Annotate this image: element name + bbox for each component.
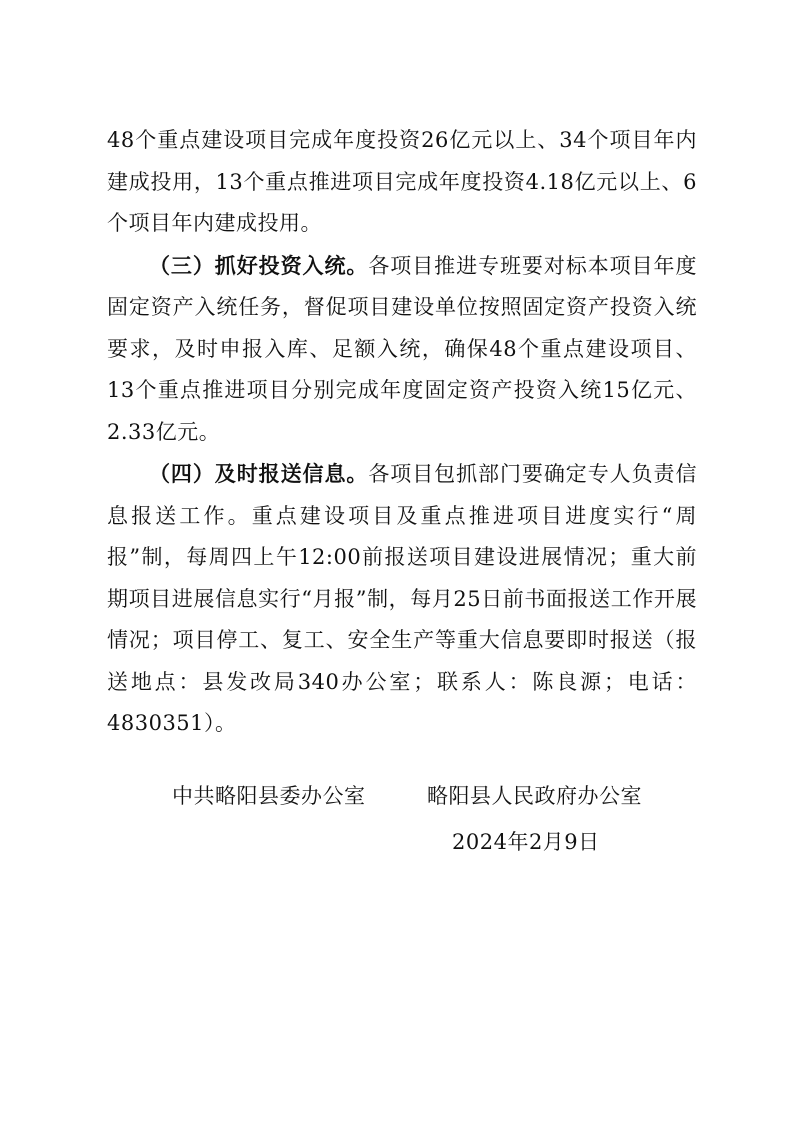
- document-date: 2024年2月9日: [452, 830, 600, 854]
- signature-government-office: 略阳县人民政府办公室: [427, 784, 642, 808]
- paragraph-continuation: [107, 120, 697, 245]
- section-heading-4: （四）及时报送信息。: [149, 461, 369, 486]
- paragraph-investment-statistics: [107, 245, 697, 454]
- paragraph-text: 48个重点建设项目完成年度投资26亿元以上、34个项目年内建成投用，13个重点推进项目完成年度投资4.18亿元以上、6个项目年内建成投用。: [107, 128, 697, 235]
- section-heading-3: （三）抓好投资入统。: [149, 252, 369, 278]
- signature-party-office: 中共略阳县委办公室: [172, 784, 366, 808]
- paragraph-text: 各项目包抓部门要确定专人负责信息报送工作。重点建设项目及重点推进项目进度实行“周报”制，每周四上午12:00前报送项目建设进展情况；重大前期项目进展信息实行“月报”制，每月25日前书面报送工作开展情况；项目停工、复工、安全生产等重大信息要即时报送（报送地点：县发改局340办公室；联系人：陈良源；电话：4830351）。: [107, 462, 697, 735]
- signature-block: [0, 780, 793, 820]
- document-body: [107, 120, 697, 745]
- paragraph-information-reporting: [107, 453, 697, 745]
- paragraph-text: 各项目推进专班要对标本项目年度固定资产入统任务，督促项目建设单位按照固定资产投资入统要求，及时申报入库、足额入统，确保48个重点建设项目、13个重点推进项目分别完成年度固定资产投资入统15亿元、2.33亿元。: [107, 253, 697, 444]
